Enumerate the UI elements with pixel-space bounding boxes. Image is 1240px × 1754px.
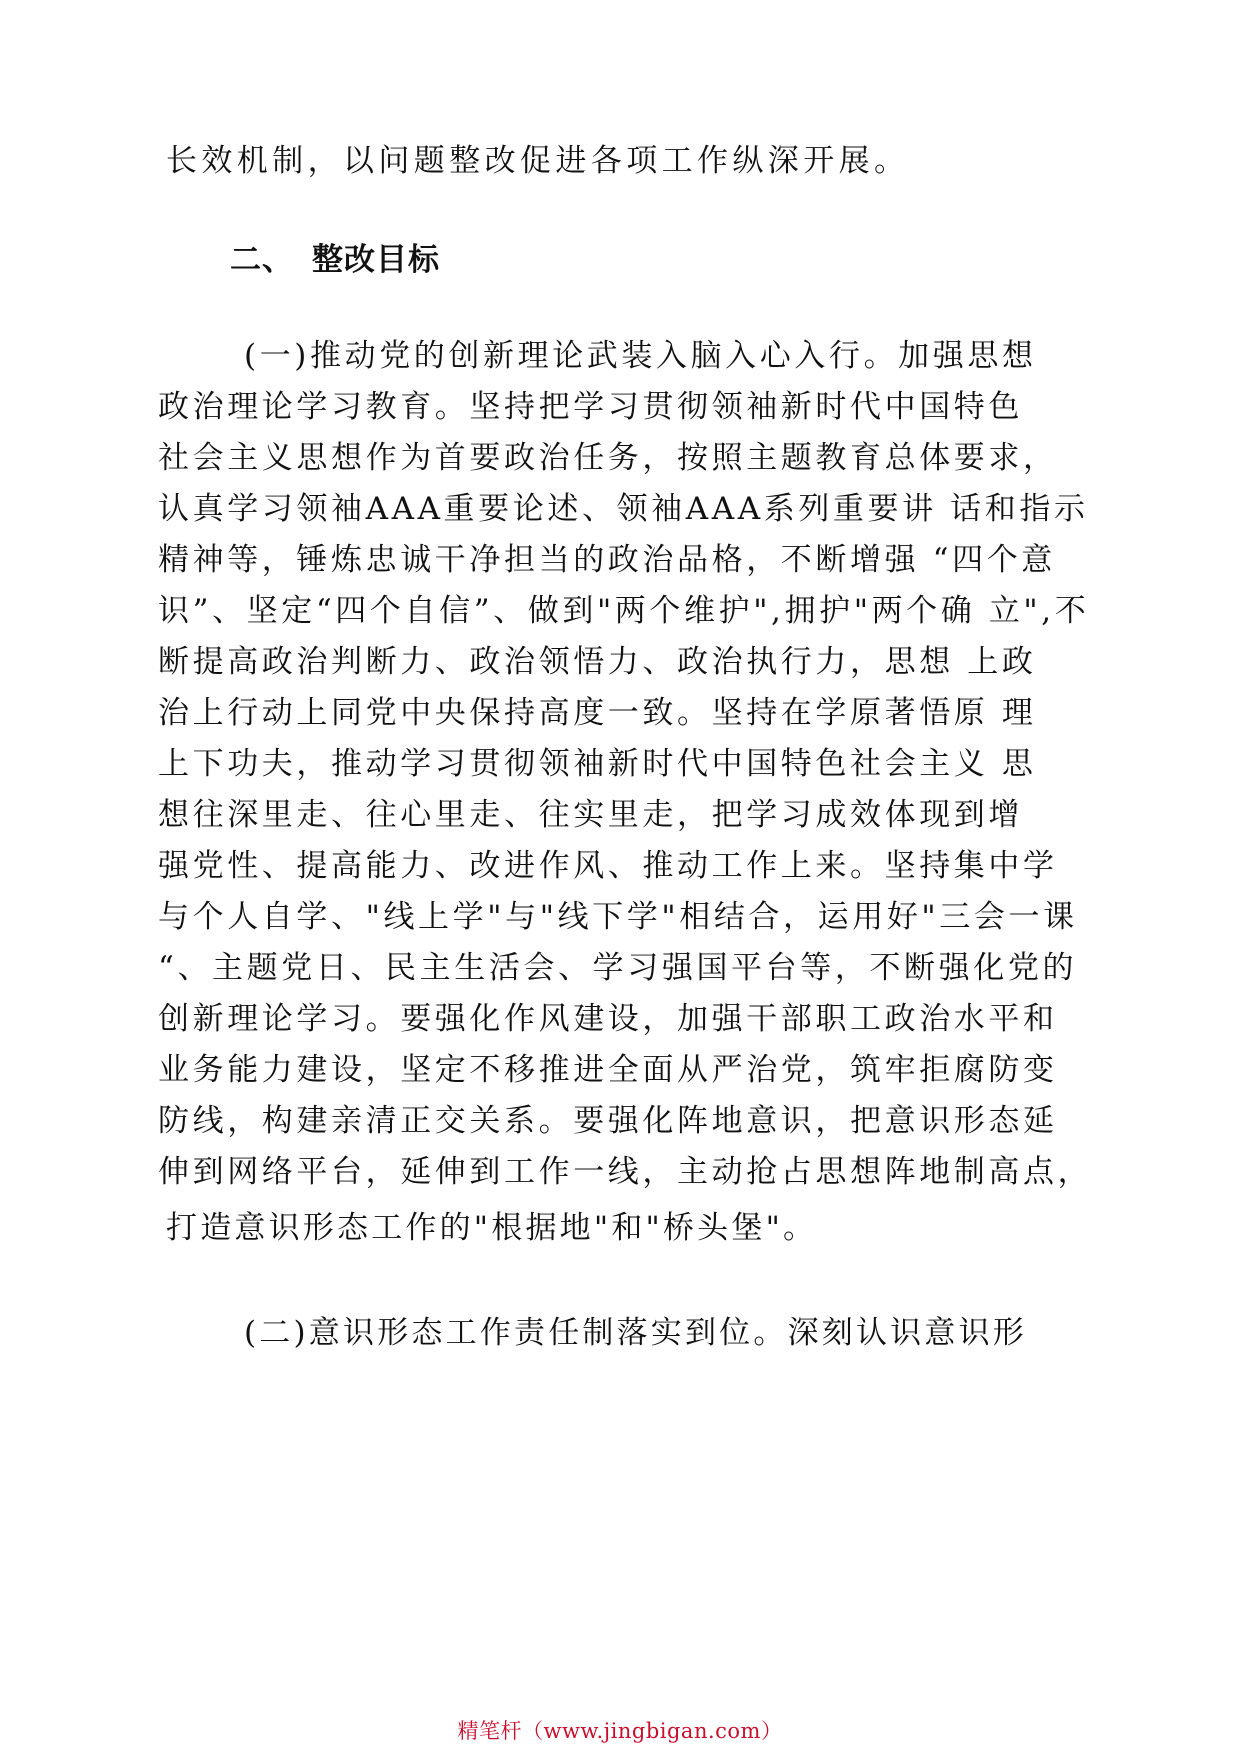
paragraph-1-line: 伸到网络平台，延伸到工作一线，主动抢占思想阵地制高点， [158,1154,1093,1190]
carryover-line: 长效机制，以问题整改促进各项工作纵深开展。 [166,143,910,179]
paragraph-1-line: 治上行动上同党中央保持高度一致。坚持在学原著悟原 理 [158,695,1037,731]
paragraph-1-line: 识”、坚定“四个自信”、做到"两个维护",拥护"两个确 立",不 [158,593,1090,629]
paragraph-1-line: 强党性、提高能力、改进作风、推动工作上来。坚持集中学 [158,848,1058,884]
paragraph-2-line: (二)意识形态工作责任制落实到位。深刻认识意识形 [244,1315,1027,1351]
paragraph-1-last-line: 打造意识形态工作的"根据地"和"桥头堡"。 [166,1210,818,1246]
section-heading [230,240,440,280]
paragraph-1-line: 认真学习领袖AAA重要论述、领袖AAA系列重要讲 话和指示 [158,491,1089,527]
paragraph-1-line: 创新理论学习。要强化作风建设，加强干部职工政治水平和 [158,1001,1058,1037]
paragraph-1-line: (一)推动党的创新理论武装入脑入心入行。加强思想 [244,338,1037,374]
paragraph-1-line: 社会主义思想作为首要政治任务，按照主题教育总体要求， [158,440,1058,476]
section-heading-title: 整改目标 [312,242,440,278]
section-heading-number: 二、 [230,242,294,278]
paragraph-1-line: 想往深里走、往心里走、往实里走，把学习成效体现到增 [158,797,1023,833]
paragraph-1-line: 业务能力建设，坚定不移推进全面从严治党，筑牢拒腐防变 [158,1052,1058,1088]
paragraph-1-line: 上下功夫，推动学习贯彻领袖新时代中国特色社会主义 思 [158,746,1037,782]
paragraph-1-line: “、主题党日、民主生活会、学习强国平台等，不断强化党的 [158,950,1078,986]
paragraph-1-line: 防线，构建亲清正交关系。要强化阵地意识，把意识形态延 [158,1103,1058,1139]
paragraph-1-line: 与个人自学、"线上学"与"线下学"相结合，运用好"三会一课 [158,899,1078,935]
paragraph-1-line: 政治理论学习教育。坚持把学习贯彻领袖新时代中国特色 [158,389,1023,425]
footer-watermark: 精笔杆（www.jingbigan.com） [457,1719,783,1743]
paragraph-1-line: 断提高政治判断力、政治领悟力、政治执行力，思想 上政 [158,644,1037,680]
paragraph-1-line: 精神等，锤炼忠诚干净担当的政治品格，不断增强 “四个意 [158,542,1056,578]
